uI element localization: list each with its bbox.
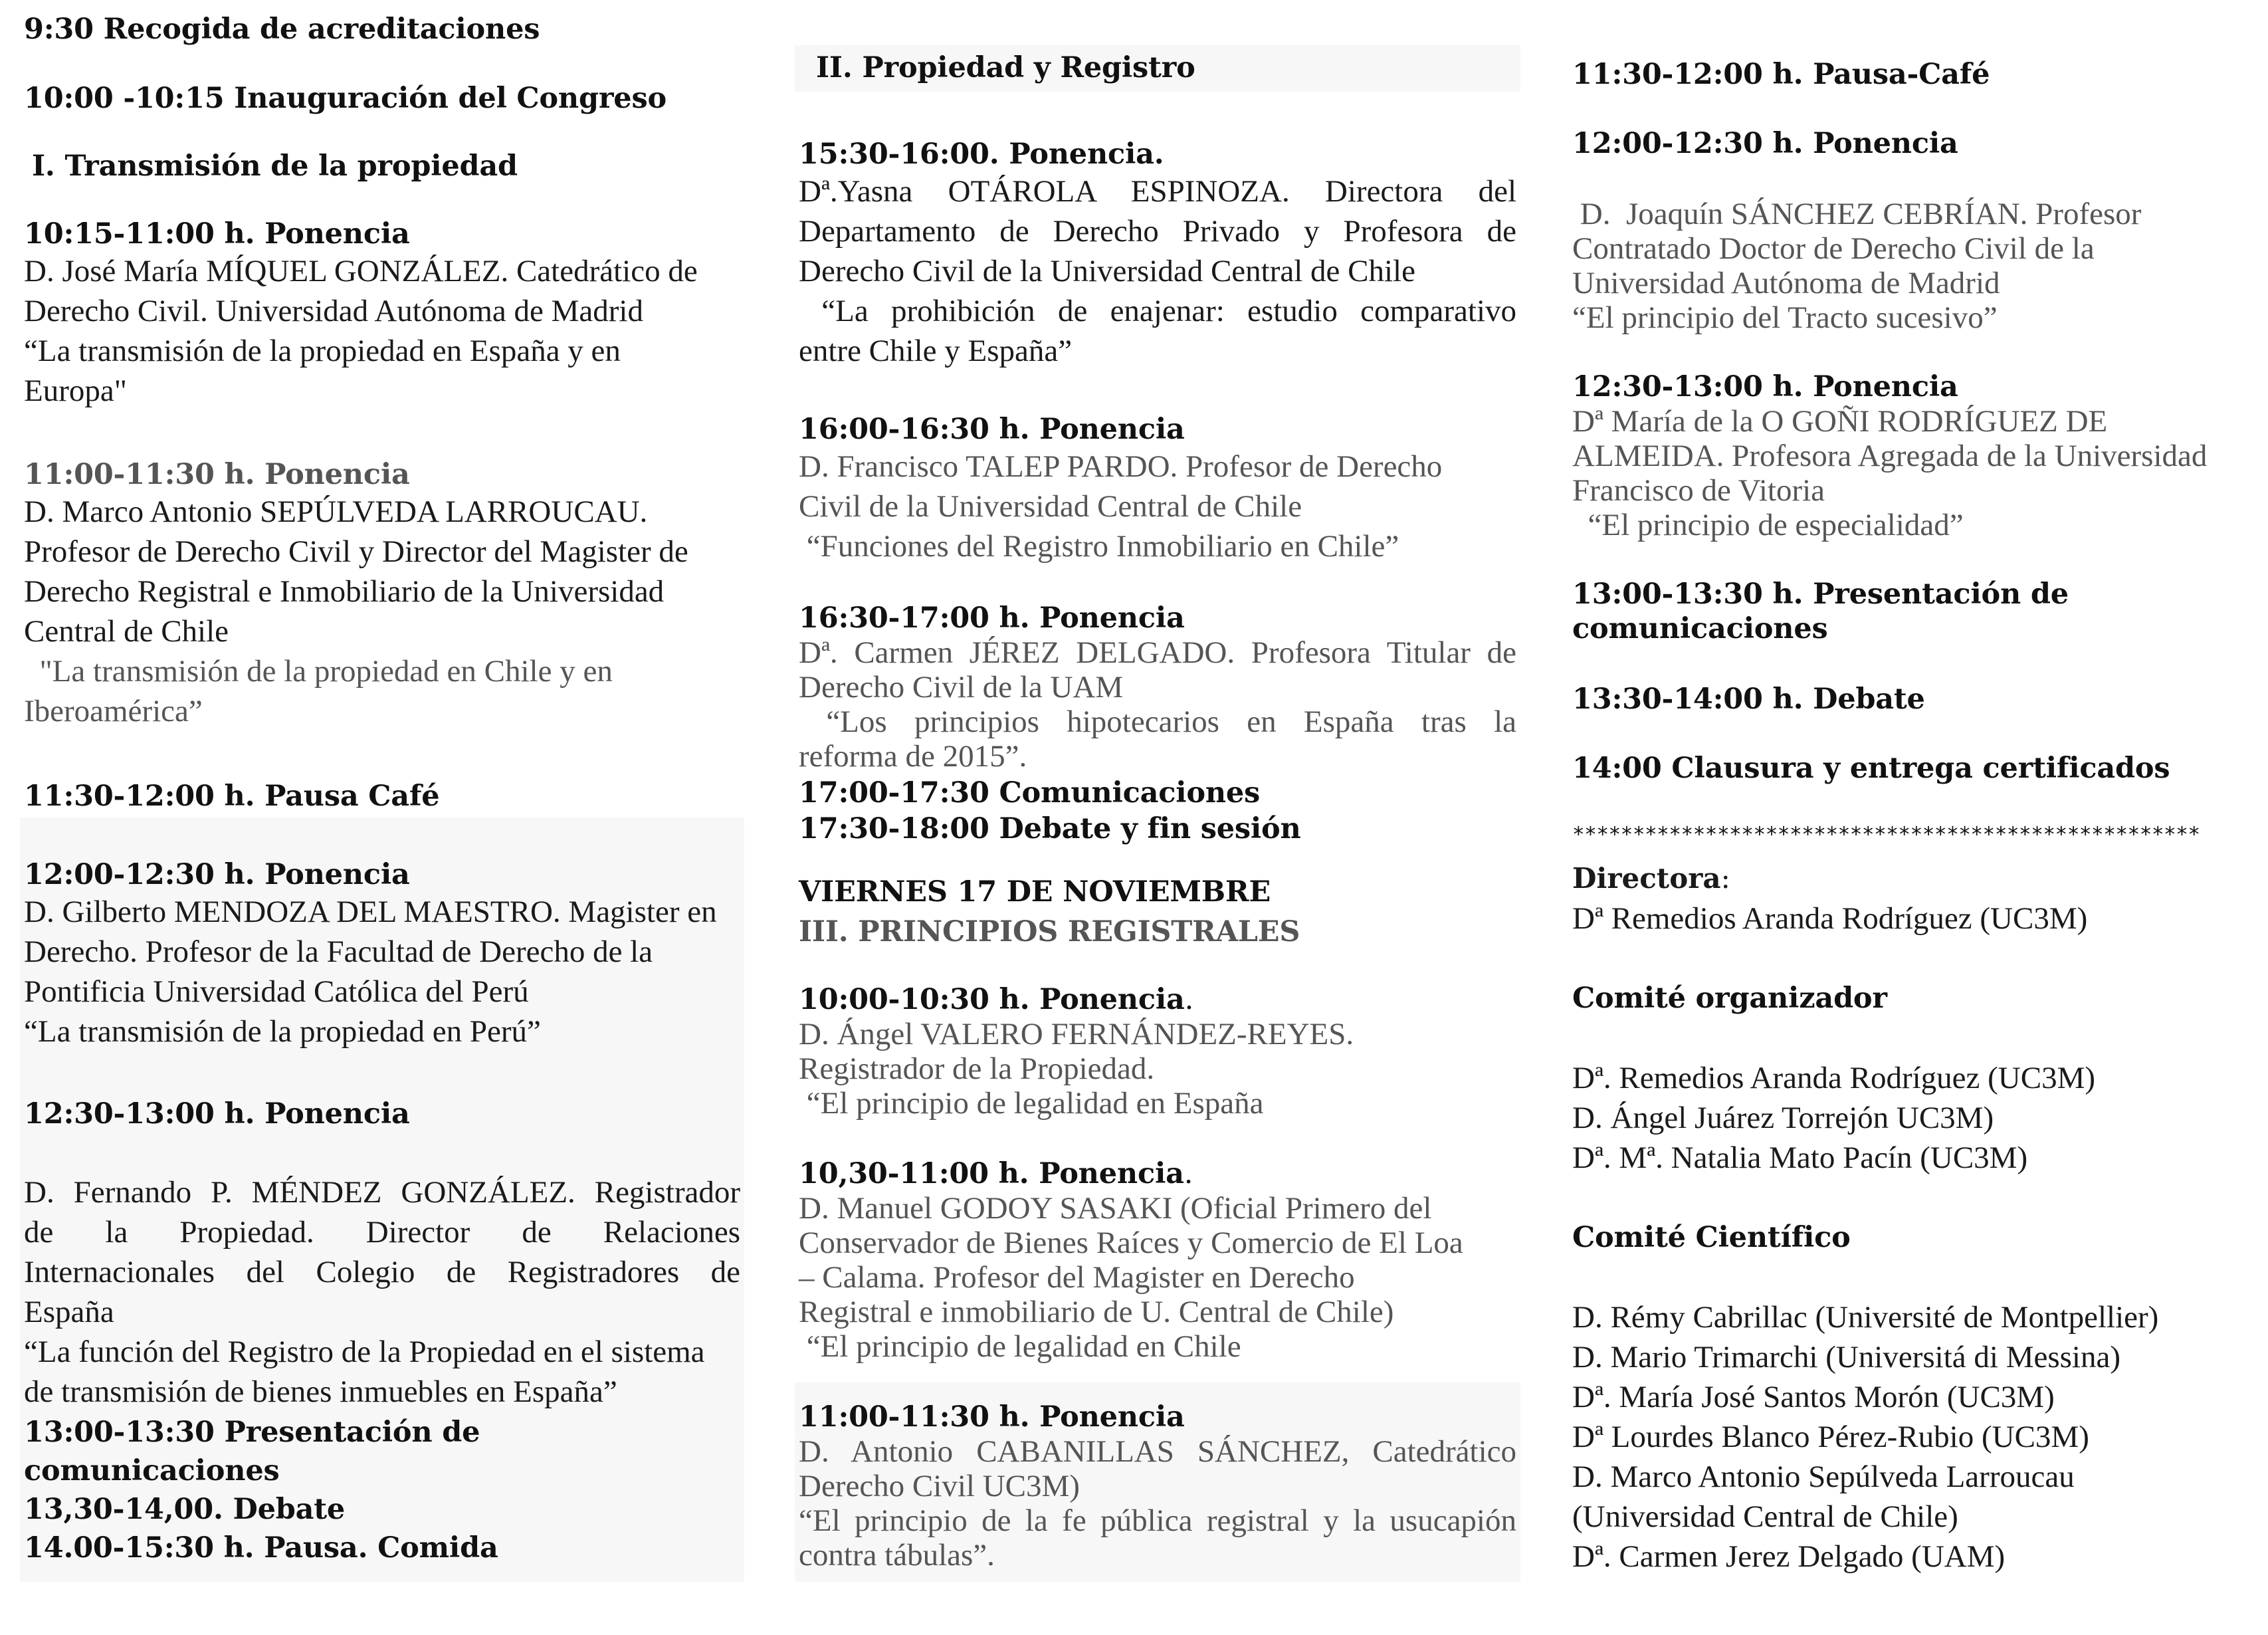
committee-member: Dª. Mª. Natalia Mato Pacín (UC3M) bbox=[1572, 1141, 2028, 1175]
talk-title-line: “La función del Registro de la Propiedad en el sistema bbox=[24, 1335, 705, 1369]
committee-member: Dª. Remedios Aranda Rodríguez (UC3M) bbox=[1572, 1061, 2096, 1095]
committee-member: Dª Lourdes Blanco Pérez-Rubio (UC3M) bbox=[1572, 1420, 2089, 1454]
talk-time: 10,30-11:00 h. Ponencia. bbox=[799, 1157, 1193, 1190]
talk-9 bbox=[799, 1156, 1516, 1364]
talk-text-line: D. Joaquín SÁNCHEZ CEBRÍAN. Profesor bbox=[1572, 197, 2142, 231]
talk-4-time: 12:30-13:00 h. Ponencia bbox=[24, 1097, 410, 1131]
coffee-break-2: 11:30-12:00 h. Pausa-Café bbox=[1572, 58, 1990, 91]
talk-text-line: Universidad Autónoma de Madrid bbox=[1572, 266, 2000, 300]
talk-time: 10:00-10:30 h. Ponencia. bbox=[799, 983, 1194, 1016]
talk-text-line: Derecho. Profesor de la Facultad de Derecho de la bbox=[24, 934, 653, 969]
talk-title-line: contra tábulas”. bbox=[799, 1538, 995, 1573]
talk-title-line: “El principio de legalidad en Chile bbox=[799, 1329, 1241, 1364]
talk-4 bbox=[24, 1172, 740, 1412]
talk-title-line: “Funciones del Registro Inmobiliario en Chile” bbox=[799, 529, 1399, 564]
talk-text-line: Conservador de Bienes Raíces y Comercio de El Loa bbox=[799, 1226, 1463, 1260]
talk-8 bbox=[799, 982, 1516, 1121]
talk-text-line: Pontificia Universidad Católica del Perú bbox=[24, 974, 529, 1009]
talk-3 bbox=[24, 857, 740, 1051]
afternoon-items bbox=[24, 1413, 740, 1567]
talk-text-line: D. Francisco TALEP PARDO. Profesor de Derecho bbox=[799, 449, 1443, 484]
talk-text-line: D. Marco Antonio SEPÚLVEDA LARROUCAU. bbox=[24, 494, 648, 529]
committee-member: D. Rémy Cabrillac (Université de Montpellier) bbox=[1572, 1300, 2159, 1335]
debate-3: 13:30-14:00 h. Debate bbox=[1572, 683, 1925, 716]
talk-text-line: Derecho Civil UC3M) bbox=[799, 1469, 1080, 1503]
talk-text-line: Departamento de Derecho Privado y Profesora de bbox=[799, 214, 1516, 249]
talk-text-line: de la Propiedad. Director de Relaciones bbox=[24, 1215, 740, 1250]
organizing-committee-label: Comité organizador bbox=[1572, 982, 1887, 1015]
comunicaciones-line: 13:00-13:30 h. Presentación de bbox=[1572, 578, 2069, 611]
section-title-2: II. Propiedad y Registro bbox=[816, 51, 1195, 84]
debate-item: 13,30-14,00. Debate bbox=[24, 1493, 346, 1526]
program-column-2 bbox=[799, 0, 1516, 1635]
talk-title-line: reforma de 2015”. bbox=[799, 739, 1027, 774]
talk-11-time: 12:00-12:30 h. Ponencia bbox=[1572, 127, 1958, 160]
talk-text-line: D. Antonio CABANILLAS SÁNCHEZ, Catedrático bbox=[799, 1434, 1516, 1469]
session-end-items bbox=[799, 775, 1516, 847]
talk-time: 12:30-13:00 h. Ponencia bbox=[1572, 370, 1958, 403]
talk-time: 12:00-12:30 h. Ponencia bbox=[24, 858, 410, 891]
talk-text-line: “La transmisión de la propiedad en Perú” bbox=[24, 1014, 541, 1049]
talk-text-line: Internacionales del Colegio de Registradores de bbox=[24, 1255, 740, 1289]
lunch-item: 14.00-15:30 h. Pausa. Comida bbox=[24, 1531, 498, 1565]
talk-text-line: ALMEIDA. Profesora Agregada de la Universidad bbox=[1572, 439, 2208, 473]
committee-member: Dª. Carmen Jerez Delgado (UAM) bbox=[1572, 1539, 2006, 1574]
talk-6 bbox=[799, 412, 1516, 566]
talk-title-line: “Los principios hipotecarios en España tras la bbox=[799, 705, 1517, 739]
director-name: Dª Remedios Aranda Rodríguez (UC3M) bbox=[1572, 901, 2088, 936]
comunicaciones-3 bbox=[1572, 577, 2257, 646]
comunicaciones-line: comunicaciones bbox=[1572, 612, 1828, 645]
talk-2 bbox=[24, 457, 740, 731]
talk-text-line: – Calama. Profesor del Magister en Derecho bbox=[799, 1260, 1355, 1295]
talk-text-line: Derecho Civil de la UAM bbox=[799, 670, 1124, 705]
talk-text-line: Profesor de Derecho Civil y Director del Magister de bbox=[24, 534, 688, 569]
coffee-break-1: 11:30-12:00 h. Pausa Café bbox=[24, 780, 440, 813]
talk-text-line: Derecho Registral e Inmobiliario de la Universidad bbox=[24, 574, 665, 609]
talk-time: 10:15-11:00 h. Ponencia bbox=[24, 217, 410, 251]
talk-text-line: Registral e inmobiliario de U. Central de Chile) bbox=[799, 1295, 1394, 1329]
talk-title-line: “El principio de legalidad en España bbox=[799, 1086, 1264, 1121]
talk-10 bbox=[799, 1400, 1516, 1573]
comunicaciones-item: 13:00-13:30 Presentación de comunicaciones bbox=[24, 1416, 480, 1487]
talk-text-line: Dª.Yasna OTÁROLA ESPINOZA. Directora del bbox=[799, 174, 1516, 209]
talk-text-line: Contratado Doctor de Derecho Civil de la bbox=[1572, 231, 2095, 266]
talk-11 bbox=[1572, 197, 2257, 335]
director-label: Directora: bbox=[1572, 862, 1730, 895]
talk-title-line: entre Chile y España” bbox=[799, 334, 1073, 368]
talk-text-line: D. José María MÍQUEL GONZÁLEZ. Catedrático de bbox=[24, 254, 698, 288]
committee-member: Dª. María José Santos Morón (UC3M) bbox=[1572, 1380, 2055, 1414]
talk-12 bbox=[1572, 370, 2257, 542]
talk-text-line: D. Ángel VALERO FERNÁNDEZ-REYES. bbox=[799, 1017, 1354, 1051]
talk-title-line: “La prohibición de enajenar: estudio comparativo bbox=[799, 294, 1517, 328]
stars-divider: **************************************************** bbox=[1572, 823, 2200, 847]
talk-text-line: Derecho Civil de la Universidad Central de Chile bbox=[799, 254, 1415, 288]
talk-title-line: Iberoamérica” bbox=[24, 694, 203, 728]
talk-text-line: D. Manuel GODOY SASAKI (Oficial Primero del bbox=[799, 1191, 1432, 1226]
talk-title-line: "La transmisión de la propiedad en Chile y en bbox=[24, 654, 613, 689]
scientific-committee-label: Comité Científico bbox=[1572, 1221, 1851, 1254]
talk-text-line: Dª. Carmen JÉREZ DELGADO. Profesora Titular de bbox=[799, 635, 1516, 670]
talk-text-line: España bbox=[24, 1295, 114, 1329]
item-inauguration: 10:00 -10:15 Inauguración del Congreso bbox=[24, 82, 667, 115]
committee-member: D. Marco Antonio Sepúlveda Larroucau bbox=[1572, 1460, 2075, 1494]
talk-text-line: D. Gilberto MENDOZA DEL MAESTRO. Magister en bbox=[24, 895, 717, 929]
talk-text-line: D. Fernando P. MÉNDEZ GONZÁLEZ. Registrador bbox=[24, 1175, 740, 1210]
talk-7 bbox=[799, 601, 1516, 774]
scientific-committee-list bbox=[1572, 1297, 2257, 1577]
talk-time: 16:00-16:30 h. Ponencia bbox=[799, 413, 1185, 446]
talk-time: 15:30-16:00. Ponencia. bbox=[799, 138, 1164, 171]
director-block bbox=[1572, 859, 2257, 938]
talk-title-line: “El principio de la fe pública registral y la usucapión bbox=[799, 1503, 1516, 1538]
talk-text-line: Derecho Civil. Universidad Autónoma de Madrid bbox=[24, 294, 643, 328]
committee-member: (Universidad Central de Chile) bbox=[1572, 1499, 1958, 1534]
program-column-3 bbox=[1572, 0, 2257, 1635]
section-title-1: I. Transmisión de la propiedad bbox=[32, 150, 518, 183]
talk-5 bbox=[799, 137, 1516, 371]
talk-title-line: “El principio de especialidad” bbox=[1572, 508, 1964, 542]
talk-text-line: Europa" bbox=[24, 374, 127, 408]
talk-text-line: Central de Chile bbox=[24, 614, 229, 649]
talk-title-line: de transmisión de bienes inmuebles en España” bbox=[24, 1374, 617, 1409]
program-column-1 bbox=[24, 0, 740, 1635]
item-accreditation: 9:30 Recogida de acreditaciones bbox=[24, 13, 540, 46]
committee-member: D. Mario Trimarchi (Universitá di Messina) bbox=[1572, 1340, 2121, 1374]
talk-time: 16:30-17:00 h. Ponencia bbox=[799, 601, 1185, 635]
closing-item: 14:00 Clausura y entrega certificados bbox=[1572, 752, 2170, 785]
debate-end-item: 17:30-18:00 Debate y fin sesión bbox=[799, 812, 1301, 845]
day-heading: VIERNES 17 DE NOVIEMBRE bbox=[799, 875, 1271, 909]
organizing-committee-list bbox=[1572, 1058, 2257, 1178]
talk-1 bbox=[24, 217, 740, 411]
comunicaciones-item: 17:00-17:30 Comunicaciones bbox=[799, 776, 1261, 810]
talk-text-line: “La transmisión de la propiedad en España y en bbox=[24, 334, 621, 368]
talk-text-line: Dª María de la O GOÑI RODRÍGUEZ DE bbox=[1572, 404, 2108, 439]
talk-text-line: Civil de la Universidad Central de Chile bbox=[799, 489, 1302, 524]
talk-text-line: Francisco de Vitoria bbox=[1572, 473, 1825, 508]
talk-title-line: “El principio del Tracto sucesivo” bbox=[1572, 300, 1998, 335]
talk-time: 11:00-11:30 h. Ponencia bbox=[799, 1400, 1185, 1434]
talk-time: 11:00-11:30 h. Ponencia bbox=[24, 458, 410, 491]
section-title-3: III. PRINCIPIOS REGISTRALES bbox=[799, 915, 1300, 948]
committee-member: D. Ángel Juárez Torrejón UC3M) bbox=[1572, 1101, 1994, 1135]
talk-text-line: Registrador de la Propiedad. bbox=[799, 1051, 1155, 1086]
